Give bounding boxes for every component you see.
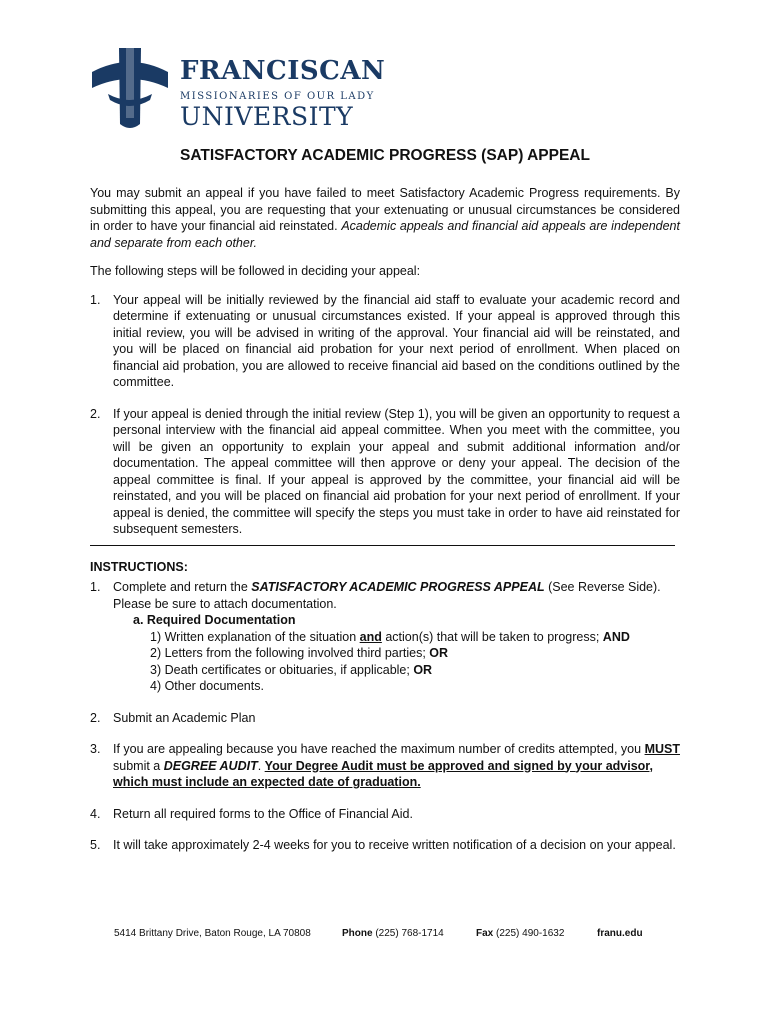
step-item: 1. Your appeal will be initially reviewed by the financial aid staff to evaluate your academic record and determine if extenuating or unusual circumstances existed. If your appeal is approved through this initial review, you will be advised in writing of the approval. Your financial aid will be reinstated, and you will be placed on financial aid probation for your next period of enrollment. When placed on financial aid probation, you are allowed to receive financial aid based on the conditions outlined by the committee. [90, 292, 680, 389]
intro-italic-note: Academic appeals and financial aid appeals are independent and separate from each other. [90, 219, 680, 250]
brand-name: FRANCISCAN [180, 56, 386, 86]
instruction-item-2: 2. Submit an Academic Plan [90, 710, 256, 725]
footer-phone: Phone (225) 768-1714 [342, 928, 444, 939]
instruction-item-5: 5. It will take approximately 2-4 weeks for you to receive written notification of a decision on your appeal. [90, 838, 676, 852]
brand-university: UNIVERSITY [180, 102, 354, 131]
steps-lead: The following steps will be followed in deciding your appeal: [90, 264, 421, 278]
document-body [90, 185, 680, 869]
instruction-item-3: 3. If you are appealing because you have reached the maximum number of credits attempted, you MUST submit a DEGREE AUDIT. Your Degree Audit must be approved and signed by your advisor, which must include an expected date of graduation. [90, 742, 680, 789]
instructions-heading: INSTRUCTIONS: [90, 559, 188, 574]
step-item: 2. If your appeal is denied through the initial review (Step 1), you will be given an opportunity to request a personal interview with the financial aid appeal committee. When you meet with the committee, you will be given an opportunity to explain your appeal and submit additional information and/or documentation. The appeal committee will then approve or deny your appeal. The decision of the appeal committee is final. If your appeal is approved by the committee, your financial aid will be reinstated, and you will be placed on financial aid probation for your next period of enrollment. If your appeal is denied, the committee will specify the steps you must take in order to have aid reinstated for subsequent semesters. [90, 406, 680, 536]
page-title: SATISFACTORY ACADEMIC PROGRESS (SAP) APPEAL [180, 147, 590, 164]
instruction-item-4: 4. Return all required forms to the Office of Financial Aid. [90, 806, 413, 821]
required-docs-heading: a. Required Documentation [133, 613, 296, 627]
intro-paragraph: You may submit an appeal if you have failed to meet Satisfactory Academic Progress requirements. By submitting this appeal, you are requesting that your extenuating or unusual circumstances be considered in order to have your financial aid reinstated. Academic appeals and financial aid appeals are independent and separate from each other. [90, 186, 680, 250]
required-docs-list: 1) Written explanation of the situation and action(s) that will be taken to progress; AND 2) Letters from the following involved third parties; OR 3) Death certificates or obituaries, if applicable; OR 4) Other documents. [150, 629, 630, 693]
instruction-item-1: 1. Complete and return the SATISFACTORY ACADEMIC PROGRESS APPEAL (See Reverse Side). Please be sure to attach documentation. a. Required Documentation 1) Written explanation of the situation and action(s) that will be taken to progress; AND 2) Letters from the following involved third parties; OR 3) Death certificates or obituaries, if applicable; OR 4) Other documents. [90, 579, 680, 695]
footer-website[interactable]: franu.edu [597, 928, 643, 939]
footer-address: 5414 Brittany Drive, Baton Rouge, LA 70808 [114, 928, 311, 939]
footer-fax: Fax (225) 490-1632 [476, 928, 565, 939]
cross-emblem-icon [90, 44, 170, 132]
university-logo [90, 44, 386, 134]
section-divider [90, 545, 675, 546]
brand-subtitle: MISSIONARIES OF OUR LADY [180, 91, 375, 102]
form-name: SATISFACTORY ACADEMIC PROGRESS APPEAL [251, 580, 545, 594]
